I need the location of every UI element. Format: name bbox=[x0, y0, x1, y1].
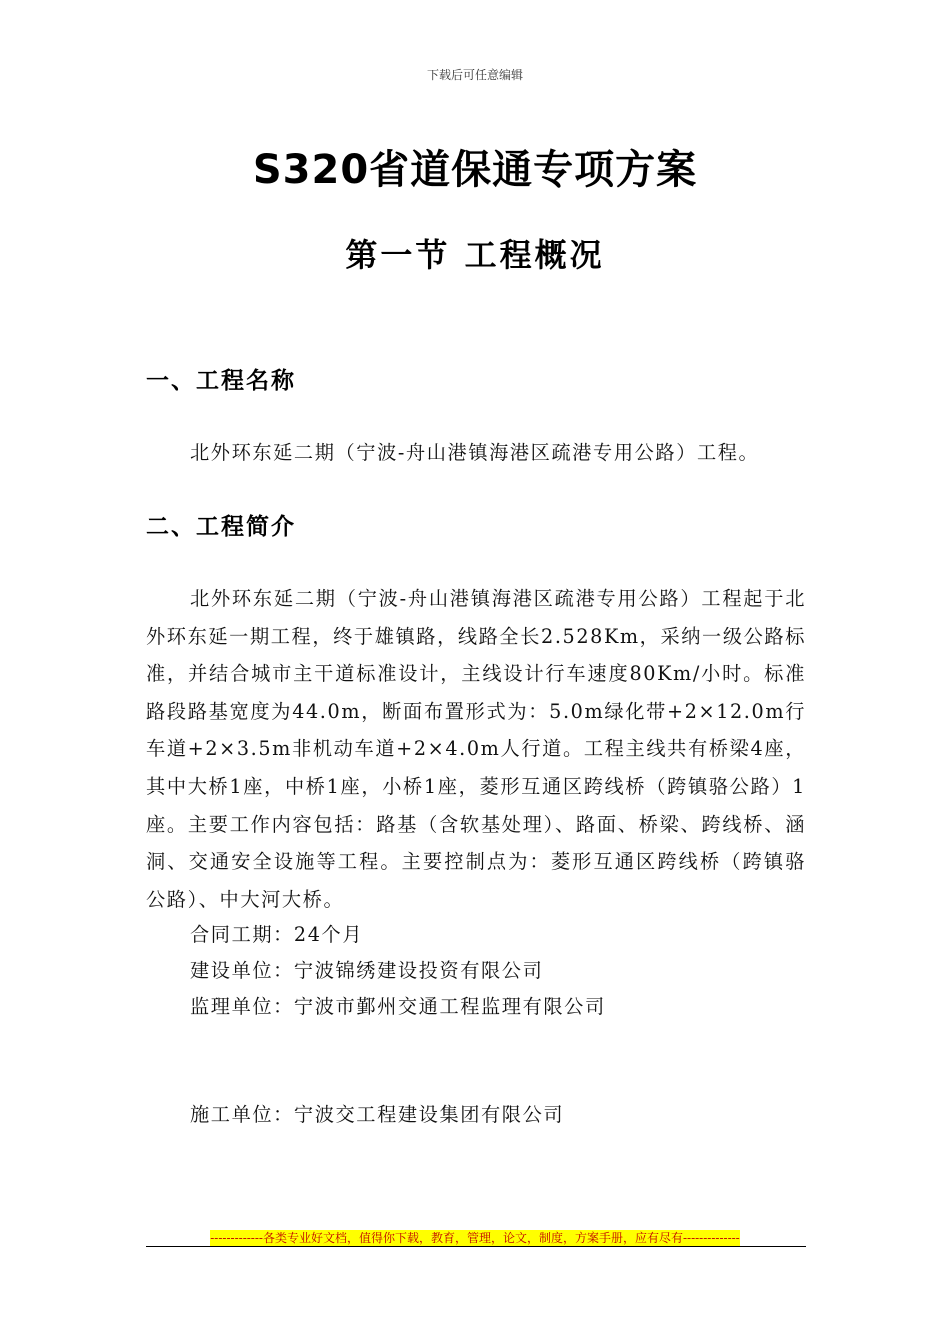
footer-divider bbox=[146, 1246, 806, 1247]
section1-text: 北外环东延二期（宁波-舟山港镇海港区疏港专用公路）工程。 bbox=[190, 441, 760, 464]
section2-text: 北外环东延二期（宁波-舟山港镇海港区疏港专用公路）工程起于北外环东延一期工程，终于雄镇路，线路全长2.528Km，采纳一级公路标准，并结合城市主干道标准设计，主线设计行车速度80Km/小时。标准路段路基宽度为44.0m，断面布置形式为：5.0m绿化带+2×12.0m行车道+2×3.5m非机动车道+2×4.0m人行道。工程主线共有桥梁4座，其中大桥1座，中桥1座，小桥1座，菱形互通区跨线桥（跨镇骆公路）1座。主要工作内容包括：路基（含软基处理）、路面、桥梁、跨线桥、涵洞、交通安全设施等工程。主要控制点为：菱形互通区跨线桥（跨镇骆公路）、中大河大桥。 bbox=[146, 587, 806, 911]
footer-banner bbox=[0, 1227, 950, 1246]
contract-period: 合同工期：24个月 bbox=[190, 923, 364, 946]
header-note: 下载后可任意编辑 bbox=[426, 68, 523, 82]
section2-heading: 二、工程简介 bbox=[146, 513, 296, 540]
supervisor-unit: 监理单位：宁波市鄞州交通工程监理有限公司 bbox=[190, 995, 606, 1018]
document-title: S320省道保通专项方案 bbox=[252, 147, 698, 193]
footer-banner-text: -------------各类专业好文档，值得你下载，教育，管理，论文，制度，方案手册，应有尽有-------------- bbox=[210, 1231, 740, 1245]
owner-unit: 建设单位：宁波锦绣建设投资有限公司 bbox=[190, 959, 544, 982]
section-subtitle: 第一节 工程概况 bbox=[345, 236, 605, 274]
contractor-unit: 施工单位：宁波交工程建设集团有限公司 bbox=[190, 1103, 565, 1126]
section1-heading: 一、工程名称 bbox=[146, 367, 296, 394]
